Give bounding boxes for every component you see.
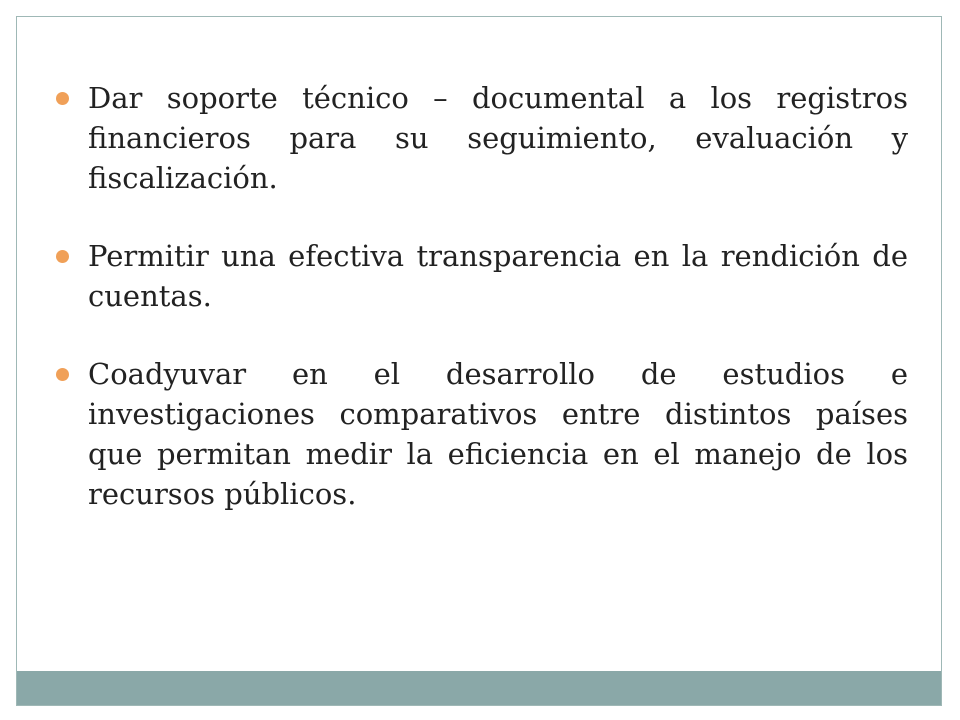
bullet-list	[56, 78, 908, 552]
bullet-dot-icon	[56, 92, 69, 105]
bullet-item	[56, 78, 908, 198]
footer-band	[17, 671, 941, 705]
bullet-item	[56, 354, 908, 514]
bullet-dot-icon	[56, 250, 69, 263]
bullet-text: Dar soporte técnico – documental a los registros financieros para su seguimiento, evaluación y fiscalización.	[88, 81, 908, 195]
bullet-dot-icon	[56, 368, 69, 381]
bullet-text: Permitir una efectiva transparencia en la rendición de cuentas.	[88, 239, 908, 313]
bullet-text: Coadyuvar en el desarrollo de estudios e investigaciones comparativos entre distintos países que permitan medir la eficiencia en el manejo de los recursos públicos.	[88, 357, 908, 511]
bullet-item	[56, 236, 908, 316]
